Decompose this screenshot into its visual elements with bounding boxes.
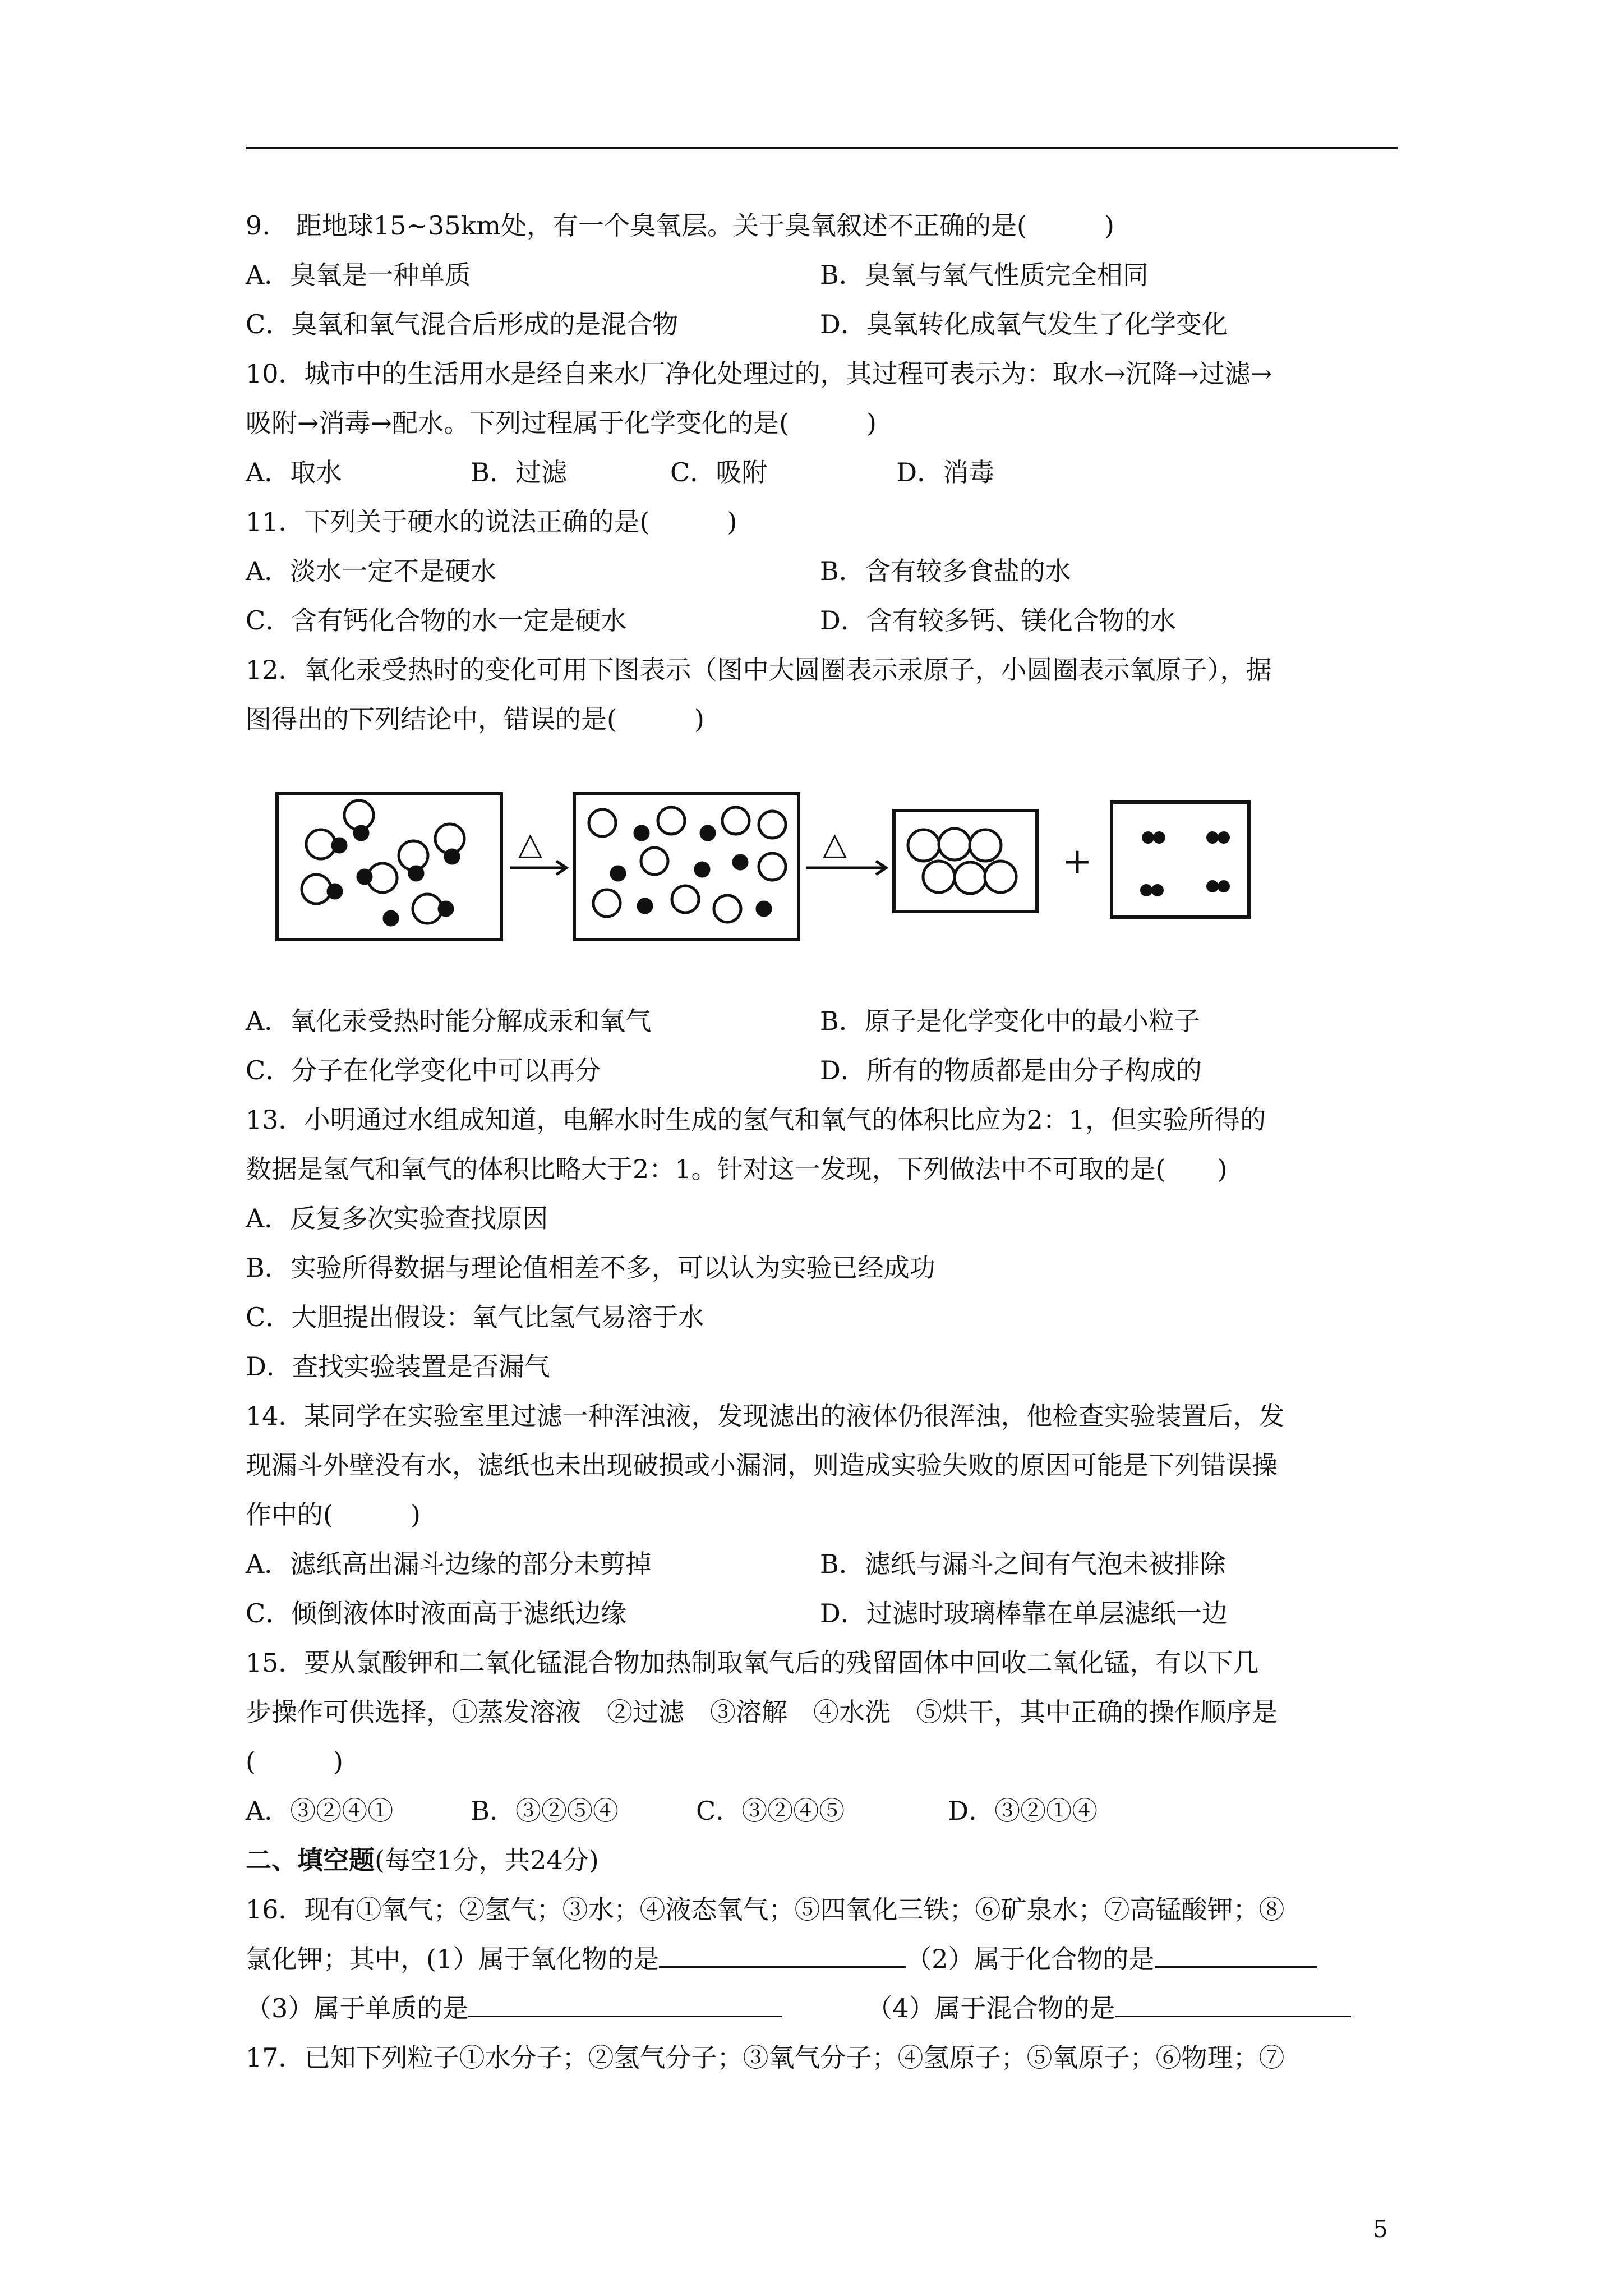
q13-option-b: B．实验所得数据与理论值相差不多，可以认为实验已经成功 — [246, 1253, 935, 1283]
q14-stem-line3: 作中的( ) — [246, 1499, 421, 1530]
plus-sign: + — [1062, 841, 1092, 882]
q15-stem-line2: 步操作可供选择，①蒸发溶液 ②过滤 ③溶解 ④水洗 ⑤烘干，其中正确的操作顺序是 — [246, 1697, 1278, 1727]
q9-stem: 9. 距地球15~35km处，有一个臭氧层。关于臭氧叙述不正确的是( ) — [246, 210, 1114, 241]
q14-option-b: B．滤纸与漏斗之间有气泡未被排除 — [820, 1549, 1226, 1579]
q11-stem: 11．下列关于硬水的说法正确的是( ) — [246, 507, 737, 537]
q15-stem-line3: ( ) — [246, 1746, 343, 1777]
q10-options: A．取水 B．过滤 C．吸附 D．消毒 — [246, 457, 995, 487]
q11-option-c: C．含有钙化合物的水一定是硬水 — [246, 605, 627, 636]
q12-option-b: B．原子是化学变化中的最小粒子 — [820, 1006, 1200, 1036]
mercury-atoms — [908, 829, 1016, 894]
q14-option-a: A．滤纸高出漏斗边缘的部分未剪掉 — [246, 1549, 652, 1579]
figure-box-mercury — [894, 811, 1037, 912]
q16-line3 — [246, 1991, 1351, 2025]
q12-option-a: A．氧化汞受热时能分解成汞和氧气 — [246, 1006, 652, 1036]
arrow-1 — [510, 861, 566, 875]
separated-atoms — [589, 807, 786, 922]
q13-option-a: A．反复多次实验查找原因 — [246, 1203, 548, 1234]
q15-stem-line1: 15．要从氯酸钾和二氧化锰混合物加热制取氧气后的残留固体中回收二氧化锰，有以下几 — [246, 1648, 1259, 1678]
page-number: 5 — [1373, 2215, 1388, 2243]
q12-stem-line1: 12．氧化汞受热时的变化可用下图表示（图中大圆圈表示汞原子，小圆圈表示氧原子），据 — [246, 655, 1272, 685]
q14-stem-line1: 14．某同学在实验室里过滤一种浑浊液，发现滤出的液体仍很浑浊，他检查实验装置后，发 — [246, 1401, 1285, 1431]
figure-box-oxygen — [1112, 802, 1249, 917]
q13-stem-line1: 13．小明通过水组成知道，电解水时生成的氢气和氧气的体积比应为2：1，但实验所得的 — [246, 1105, 1266, 1135]
hgo-molecules — [302, 800, 464, 925]
q12-option-c: C．分子在化学变化中可以再分 — [246, 1055, 601, 1085]
q11-option-d: D．含有较多钙、镁化合物的水 — [820, 605, 1176, 636]
q9-option-a: A．臭氧是一种单质 — [246, 260, 471, 290]
header-rule — [246, 147, 1398, 149]
q13-option-c: C．大胆提出假设：氧气比氢气易溶于水 — [246, 1302, 704, 1332]
q9-option-d: D．臭氧转化成氧气发生了化学变化 — [820, 309, 1228, 339]
section-2-title: 二、填空题 — [246, 1845, 375, 1875]
q16-part4-label: （4）属于混合物的是 — [866, 1993, 1115, 2023]
q15-options: A．③②④① B．③②⑤④ C．③②④⑤ D．③②①④ — [246, 1796, 1098, 1826]
q16-part1-label: 氯化钾；其中，(1）属于氧化物的是 — [246, 1944, 660, 1974]
q16-answer-oxides[interactable] — [659, 1943, 906, 1968]
q16-part2-label: （2）属于化合物的是 — [906, 1944, 1155, 1974]
mercury-oxide-decomposition-figure — [259, 771, 1269, 951]
q13-option-d: D．查找实验装置是否漏气 — [246, 1351, 550, 1382]
q14-option-c: C．倾倒液体时液面高于滤纸边缘 — [246, 1598, 627, 1628]
arrow-2 — [806, 861, 886, 875]
q11-option-a: A．淡水一定不是硬水 — [246, 556, 497, 586]
q16-answer-elements[interactable] — [468, 1992, 782, 2017]
oxygen-molecules — [1140, 831, 1230, 896]
q16-stem-line1: 16．现有①氧气；②氢气；③水；④液态氧气；⑤四氧化三铁；⑥矿泉水；⑦高锰酸钾；⑧ — [246, 1894, 1285, 1925]
heat-symbol-1: △ — [518, 826, 543, 862]
q9-option-b: B．臭氧与氧气性质完全相同 — [820, 260, 1149, 290]
q16-part3-label: （3）属于单质的是 — [246, 1993, 469, 2023]
q16-line2 — [246, 1942, 1317, 1976]
q9-option-c: C．臭氧和氧气混合后形成的是混合物 — [246, 309, 679, 339]
q16-answer-mixtures[interactable] — [1115, 1992, 1351, 2017]
q11-option-b: B．含有较多食盐的水 — [820, 556, 1071, 586]
section-2-note: (每空1分，共24分) — [375, 1845, 599, 1875]
q12-stem-line2: 图得出的下列结论中，错误的是( ) — [246, 704, 704, 734]
q12-option-d: D．所有的物质都是由分子构成的 — [820, 1055, 1202, 1085]
q17-stem-line1: 17．已知下列粒子①水分子；②氢气分子；③氧气分子；④氢原子；⑤氧原子；⑥物理；⑦ — [246, 2042, 1285, 2073]
q14-stem-line2: 现漏斗外壁没有水，滤纸也未出现破损或小漏洞，则造成实验失败的原因可能是下列错误操 — [246, 1450, 1278, 1480]
q10-stem-line2: 吸附→消毒→配水。下列过程属于化学变化的是( ) — [246, 408, 877, 438]
q10-stem-line1: 10．城市中的生活用水是经自来水厂净化处理过的，其过程可表示为：取水→沉降→过滤→ — [246, 358, 1272, 389]
q13-stem-line2: 数据是氢气和氧气的体积比略大于2：1。针对这一发现，下列做法中不可取的是( ) — [246, 1154, 1228, 1184]
q14-option-d: D．过滤时玻璃棒靠在单层滤纸一边 — [820, 1598, 1228, 1628]
section-2-heading — [246, 1843, 599, 1877]
heat-symbol-2: △ — [823, 826, 847, 862]
q16-answer-compounds[interactable] — [1155, 1943, 1317, 1968]
